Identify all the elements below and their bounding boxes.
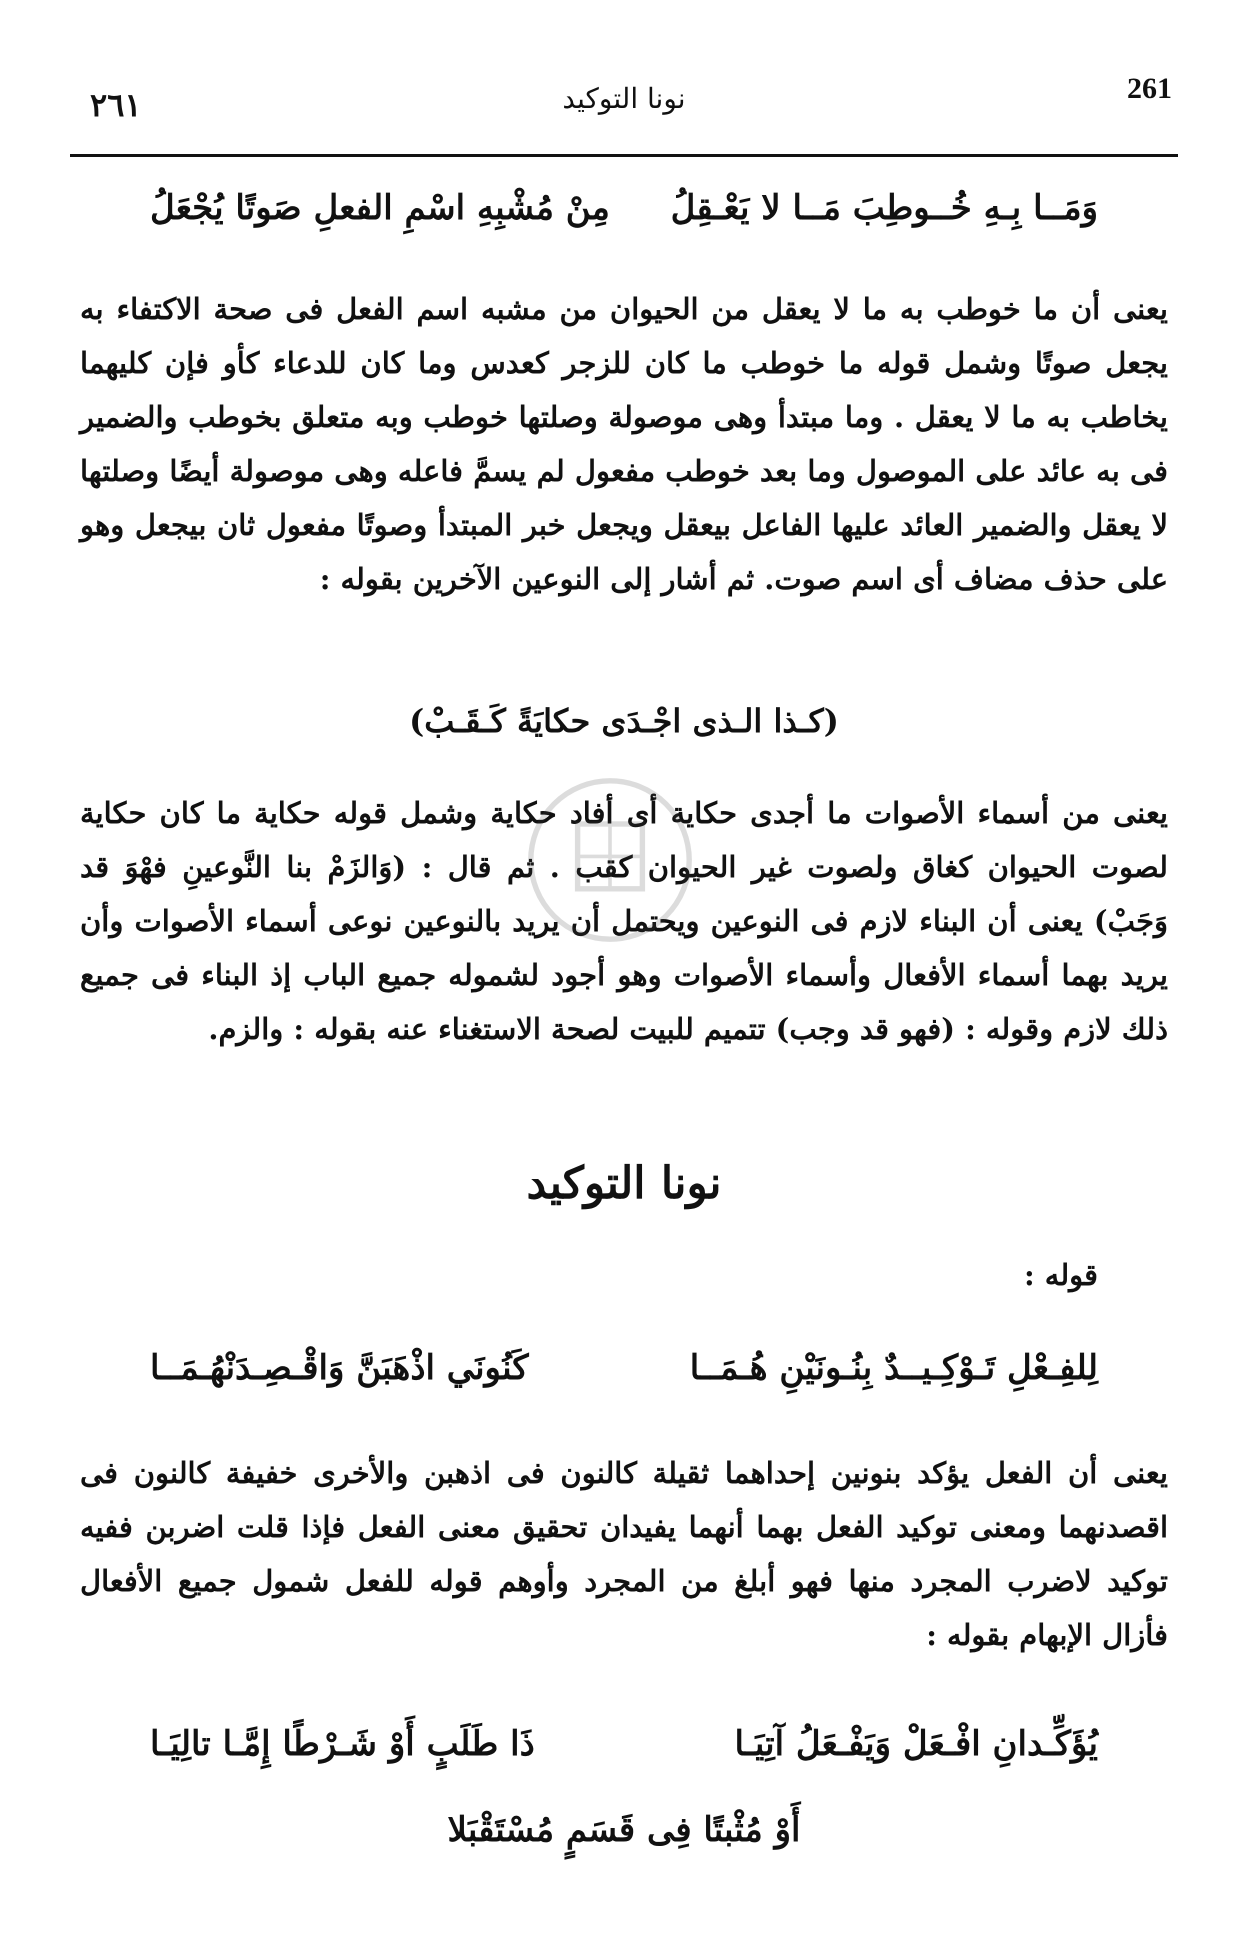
page-header <box>70 62 1178 157</box>
page-running-title: نونا التوكيد <box>562 82 686 115</box>
verse-2-hemistich-right: لِلفِـعْلِ تَـوْكِـيــدٌ بِنُـونَيْنِ هُـمَــا <box>689 1348 1098 1388</box>
page-number-latin: 261 <box>1127 72 1172 105</box>
commentary-paragraph-3: يعنى أن الفعل يؤكد بنونين إحداهما ثقيلة كالنون فى اذهبن والأخرى خفيفة كالنون فى اقصدنهما ومعنى توكيد الفعل بهما أنهما يفيدان تحقيق معنى الفعل فإذا قلت اضربن ففيه توكيد لاضرب المجرد منها فهو أبلغ من المجرد وأوهم قوله للفعل شمول جميع الأفعال فأزال الإبهام بقوله : <box>80 1456 1168 1652</box>
verse-4-line: أَوْ مُثْبتًا فِى قَسَمٍ مُسْتَقْبَلا <box>447 1810 801 1850</box>
verse-3-hemistich-right: يُؤَكِّـدانِ افْـعَلْ وَيَفْـعَلُ آتِيَـا <box>734 1724 1098 1764</box>
page-number-arabic: ٢٦١ <box>90 86 142 124</box>
verse-4 <box>150 1808 1098 1852</box>
quoted-verse-line: (كـذا الـذى اجْـدَى حكايَةً كَـقَـبْ) <box>409 702 839 740</box>
verse-3-hemistich-left: ذَا طَلَبٍ أَوْ شَـرْطًا إِمَّـا تالِيَـا <box>150 1724 535 1764</box>
verse-2 <box>150 1346 1098 1390</box>
commentary-paragraph-1: يعنى أن ما خوطب به ما لا يعقل من الحيوان من مشبه اسم الفعل فى صحة الاكتفاء به يجعل صوتًا وشمل قوله ما خوطب ما كان للزجر كعدس وما كان للدعاء كأو فإن كليهما يخاطب به ما لا يعقل . وما مبتدأ وهى موصولة وصلتها خوطب وبه متعلق بخوطب والضمير فى به عائد على الموصول وما بعد خوطب مفعول لم يسمَّ فاعله وهى موصولة أيضًا وصلتها لا يعقل والضمير العائد عليها الفاعل بيعقل ويجعل خبر المبتدأ وصوتًا مفعول ثان بيجعل وهو على حذف مضاف أى اسم صوت. ثم أشار إلى النوعين الآخرين بقوله : <box>80 292 1168 596</box>
commentary-paragraph-2: يعنى من أسماء الأصوات ما أجدى حكاية أى أفاد حكاية وشمل قوله حكاية ما كان حكاية لصوت الحيوان كغاق ولصوت غير الحيوان كقب . ثم قال : (وَالزَمْ بنا النَّوعينِ فهْوَ قد وَجَبْ) يعنى أن البناء لازم فى النوعين ويحتمل أن يريد بالنوعين نوعى أسماء الأصوات وأن يريد بهما أسماء الأفعال وأسماء الأصوات وهو أجود لشموله جميع الباب إذ البناء فى جميع ذلك لازم وقوله : (فهو قد وجب) تتميم للبيت لصحة الاستغناء عنه بقوله : والزم. <box>80 796 1168 1046</box>
verse-1-hemistich-left: مِنْ مُشْبِهِ اسْمِ الفعلِ صَوتًا يُجْعَلُ <box>150 188 610 228</box>
library-stamp-watermark <box>520 770 700 950</box>
verse-1-hemistich-right: وَمَــا بِـهِ خُــوطِبَ مَــا لا يَعْـقِلُ <box>670 188 1098 228</box>
verse-2-hemistich-left: كَنُونَي اذْهَبَنَّ وَاقْـصِـدَنْهُـمَــا <box>150 1348 529 1388</box>
verse-1 <box>150 186 1098 230</box>
section-title: نونا التوكيد <box>526 1158 722 1209</box>
verse-3 <box>150 1722 1098 1766</box>
qawluhu-label: قوله : <box>1023 1258 1098 1292</box>
